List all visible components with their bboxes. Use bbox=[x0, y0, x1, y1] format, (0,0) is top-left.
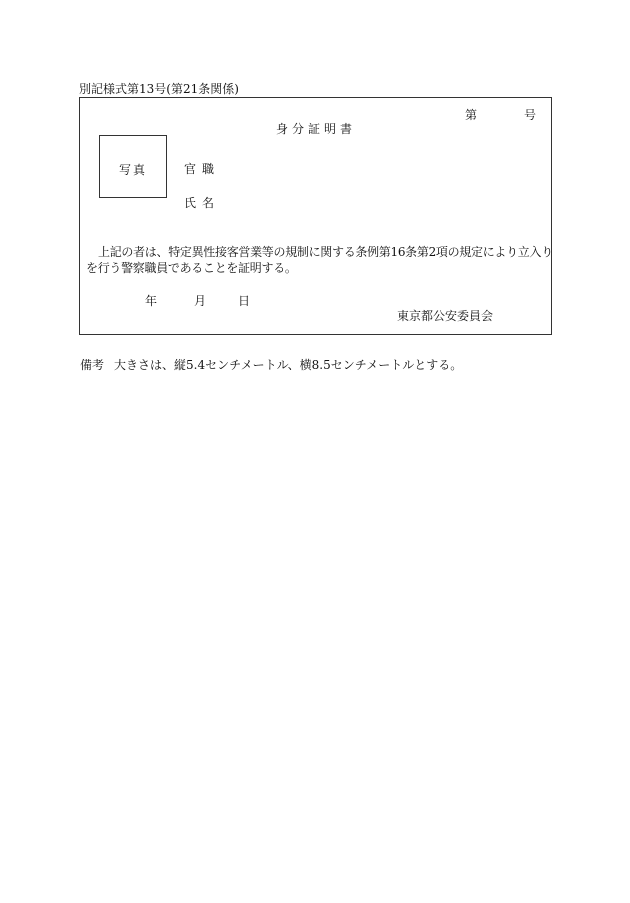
date-day-label: 日 bbox=[238, 294, 251, 308]
serial-number-prefix: 第 bbox=[465, 108, 478, 122]
statement-line-2: を行う警察職員であることを証明する。 bbox=[86, 261, 297, 275]
photo-label: 写真 bbox=[118, 163, 147, 177]
remarks-label: 備考 bbox=[80, 358, 105, 372]
remarks bbox=[80, 356, 462, 373]
card-title: 身分証明書 bbox=[276, 122, 357, 136]
field-name-label: 氏名 bbox=[184, 196, 221, 210]
photo-box bbox=[99, 135, 167, 198]
serial-number-suffix: 号 bbox=[524, 108, 537, 122]
field-rank-label: 官職 bbox=[184, 162, 221, 176]
date-year-label: 年 bbox=[145, 294, 158, 308]
statement-line-1: 上記の者は、特定異性接客営業等の規制に関する条例第16条第2項の規定により立入り bbox=[98, 245, 553, 259]
date-month-label: 月 bbox=[194, 294, 207, 308]
id-certificate-card bbox=[79, 97, 552, 335]
remarks-text: 大きさは、縦5.4センチメートル、横8.5センチメートルとする。 bbox=[114, 358, 463, 372]
form-number: 別記様式第13号(第21条関係) bbox=[79, 82, 239, 96]
issuer-name: 東京都公安委員会 bbox=[397, 309, 494, 323]
certification-statement bbox=[86, 244, 553, 276]
